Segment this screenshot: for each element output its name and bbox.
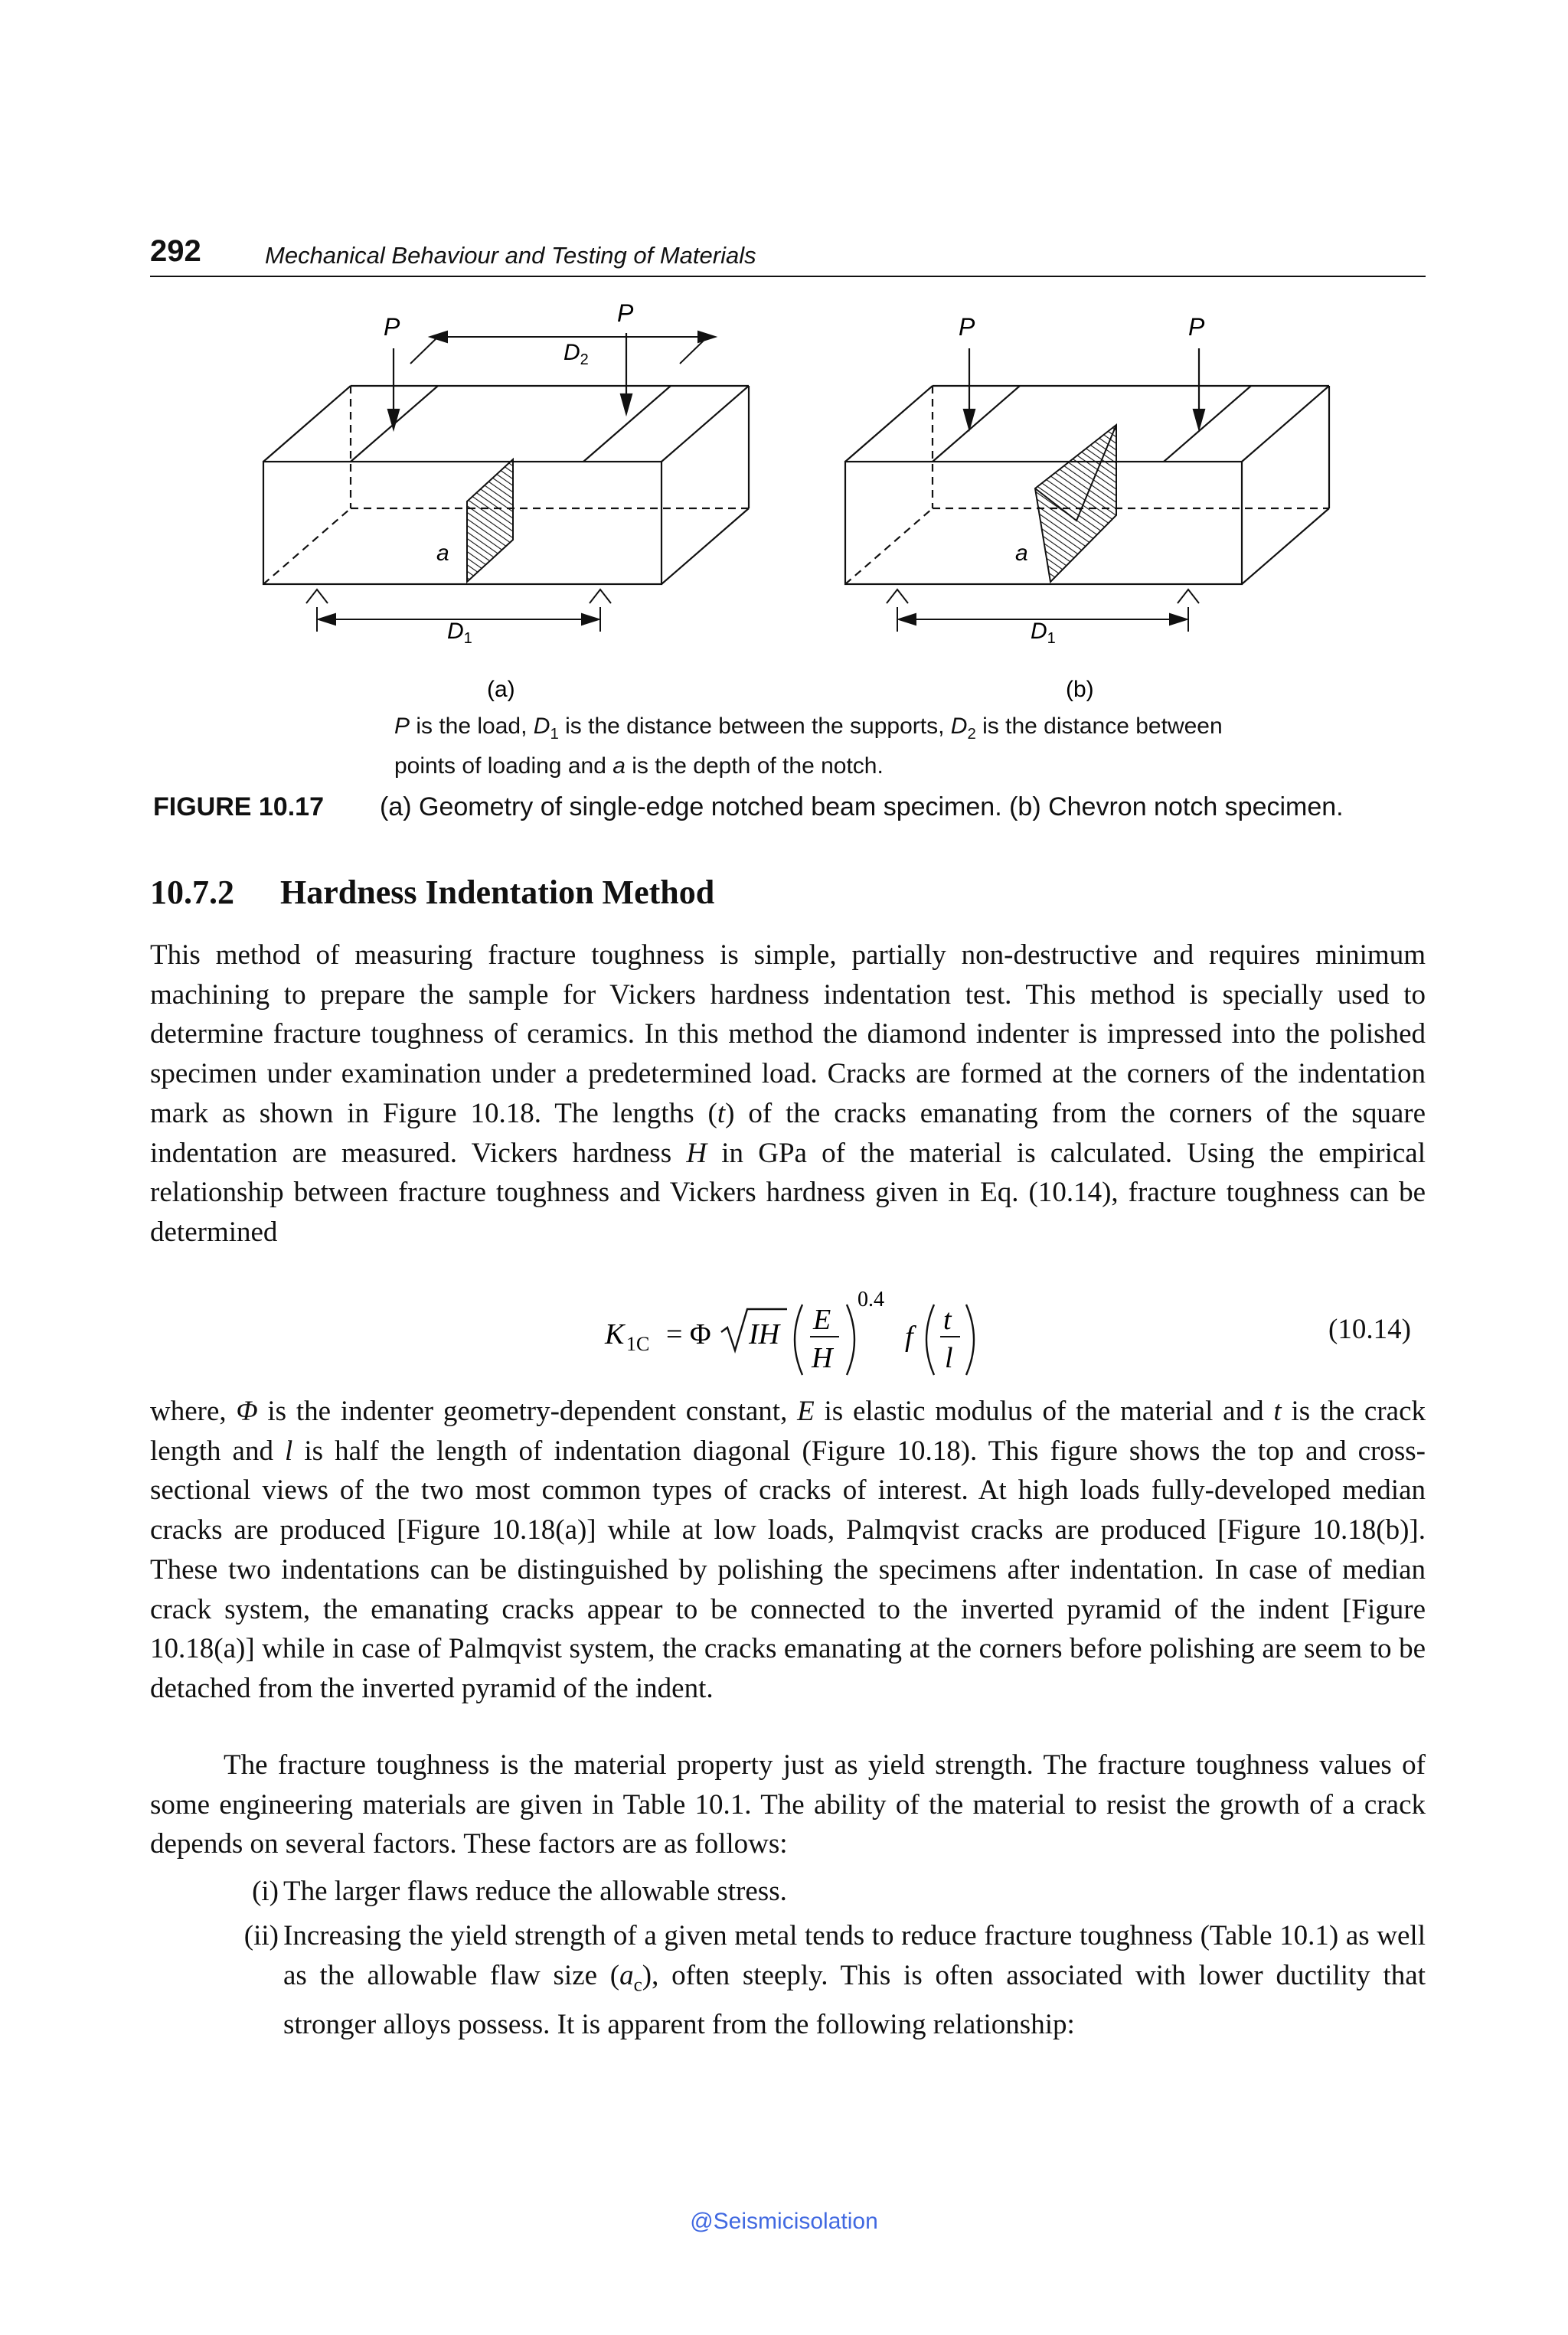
load-label-a1: P: [384, 313, 400, 341]
eq-exponent: 0.4: [858, 1288, 884, 1311]
eq-k-sub: 1C: [626, 1333, 650, 1355]
paragraph-3: The fracture toughness is the material property just as yield strength. The fracture toughness values of some engineering materials are given in Table 10.1. The ability of the material to resist the growth of a crack depends on several factors. These factors are as follows:: [150, 1749, 1426, 1860]
running-head: Mechanical Behaviour and Testing of Materials: [265, 242, 756, 269]
section-heading: [150, 873, 714, 912]
list-item-label: (i): [252, 1876, 279, 1907]
eq-h: H: [812, 1342, 833, 1374]
list-item-label: (ii): [243, 1920, 279, 1951]
equation-number: (10.14): [1328, 1314, 1411, 1345]
figure-10-17: [150, 291, 1426, 704]
notch-depth-label-b: a: [1015, 540, 1028, 566]
header-rule: [150, 276, 1426, 277]
d2-label: $D_2$: [564, 340, 589, 368]
figure-note: P is the load, $D_1$ is the distance between the supports, $D_2$ is the distance between points of loading and a is the depth of the notch.: [394, 714, 1223, 779]
eq-l: l: [945, 1342, 953, 1374]
eq-t: t: [943, 1304, 952, 1336]
section-number: 10.7.2: [150, 874, 234, 911]
figure-number: FIGURE 10.17: [153, 792, 324, 821]
list-item-text: The larger flaws reduce the allowable stress.: [283, 1876, 787, 1907]
paragraph-2: where, Φ is the indenter geometry-dependent constant, E is elastic modulus of the material and t is the crack length and l is half the length of indentation diagonal (Figure 10.18). This figure shows the top and cross-sectional views of the two most common types of cracks of interest. At high loads fully-developed median cracks are produced [Figure 10.18(a)] while at low loads, Palmqvist cracks are produced [Figure 10.18(b)]. These two indentations can be distinguished by polishing the specimens after indentation. In case of median crack system, the emanating cracks appear to be connected to the inverted pyramid of the indent [Figure 10.18(a)] while in case of Palmqvist system, the cracks emanating at the corners before polishing are seem to be detached from the inverted pyramid of the indent.: [150, 1396, 1426, 1704]
d1-label-a: $D_1$: [447, 619, 472, 647]
panel-b-label: (b): [1066, 677, 1094, 702]
list-item-text: Increasing the yield strength of a given metal tends to reduce fracture toughness (Table 10.1) as well as the allowable flaw size $(a_c)$, often steeply. This is often associated with lower ductility that stronger alloys possess. It is apparent from the following relationship:: [283, 1920, 1426, 2040]
notch-depth-label-a: a: [436, 540, 449, 566]
watermark: @Seismicisolation: [690, 2209, 878, 2234]
load-label-a2: P: [617, 299, 634, 327]
supports-a: [306, 589, 611, 603]
eq-e: E: [813, 1304, 831, 1336]
load-label-b1: P: [959, 313, 975, 341]
paragraph-1: This method of measuring fracture toughness is simple, partially non-destructive and requires minimum machining to prepare the sample for Vickers hardness indentation test. This method is specially used to determine fracture toughness of ceramics. In this method the diamond indenter is impressed into the polished specimen under examination under a predetermined load. Cracks are formed at the corners of the indentation mark as shown in Figure 10.18. The lengths (t) of the cracks emanating from the corners of the square indentation are measured. Vickers hardness H in GPa of the material is calculated. Using the empirical relationship between fracture toughness and Vickers hardness given in Eq. (10.14), fracture toughness can be determined: [150, 939, 1426, 1248]
list-item: [150, 1872, 1426, 1912]
d2-dimension: [410, 331, 715, 364]
eq-f: f: [905, 1321, 913, 1353]
supports-b: [887, 589, 1199, 603]
eq-equals-phi: = Φ: [666, 1318, 711, 1350]
load-label-b2: P: [1188, 313, 1205, 341]
panel-a-label: (a): [487, 677, 515, 702]
d1-label-b: $D_1$: [1031, 619, 1056, 647]
notch-a: [467, 459, 513, 582]
beam-a-front-face: [263, 462, 662, 584]
equation-10-14: [597, 1271, 1026, 1386]
page-number: 292: [150, 234, 201, 268]
list-item: [150, 1916, 1426, 2077]
figure-caption: (a) Geometry of single-edge notched beam specimen. (b) Chevron notch specimen.: [380, 792, 1344, 821]
eq-radicand: IH: [749, 1318, 780, 1350]
right-paren-2: [966, 1305, 974, 1375]
load-arrows-a: [388, 333, 632, 429]
right-paren-1: [847, 1305, 854, 1375]
left-paren-1: [795, 1305, 802, 1375]
left-paren-2: [926, 1305, 934, 1375]
load-arrows-b: [964, 348, 1204, 429]
section-title: Hardness Indentation Method: [280, 874, 715, 911]
chevron-notch-b: [1035, 425, 1116, 582]
eq-k: K: [605, 1318, 625, 1350]
